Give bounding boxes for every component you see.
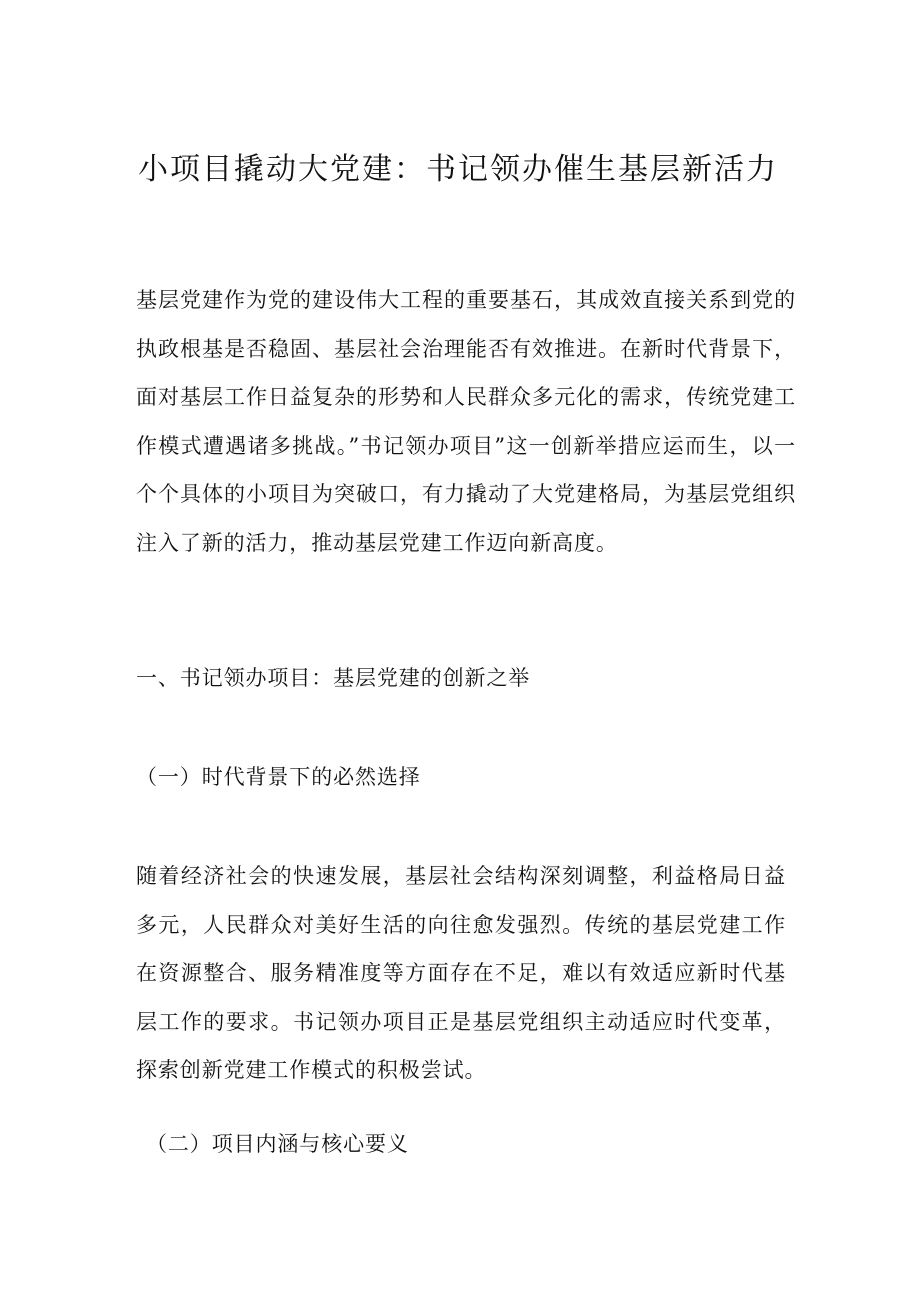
- background-paragraph: 随着经济社会的快速发展，基层社会结构深刻调整，利益格局日益多元，人民群众对美好生活的向往愈发强烈。传统的基层党建工作在资源整合、服务精准度等方面存在不足，难以有效适应新时代基层工作的要求。书记领办项目正是基层党组织主动适应时代变革，探索创新党建工作模式的积极尝试。: [136, 864, 786, 1083]
- section-heading: 一、书记领办项目：基层党建的创新之举: [136, 666, 531, 690]
- subheading-2: （二）项目内涵与核心要义: [146, 1132, 409, 1156]
- document-title: 小项目撬动大党建：书记领办催生基层新活力: [138, 152, 778, 187]
- subheading-1: （一）时代背景下的必然选择: [136, 765, 421, 789]
- intro-paragraph: 基层党建作为党的建设伟大工程的重要基石，其成效直接关系到党的执政根基是否稳固、基层社会治理能否有效推进。在新时代背景下，面对基层工作日益复杂的形势和人民群众多元化的需求，传统党建工作模式遭遇诸多挑战。”书记领办项目”这一创新举措应运而生，以一个个具体的小项目为突破口，有力撬动了大党建格局，为基层党组织注入了新的活力，推动基层党建工作迈向新高度。: [136, 288, 796, 555]
